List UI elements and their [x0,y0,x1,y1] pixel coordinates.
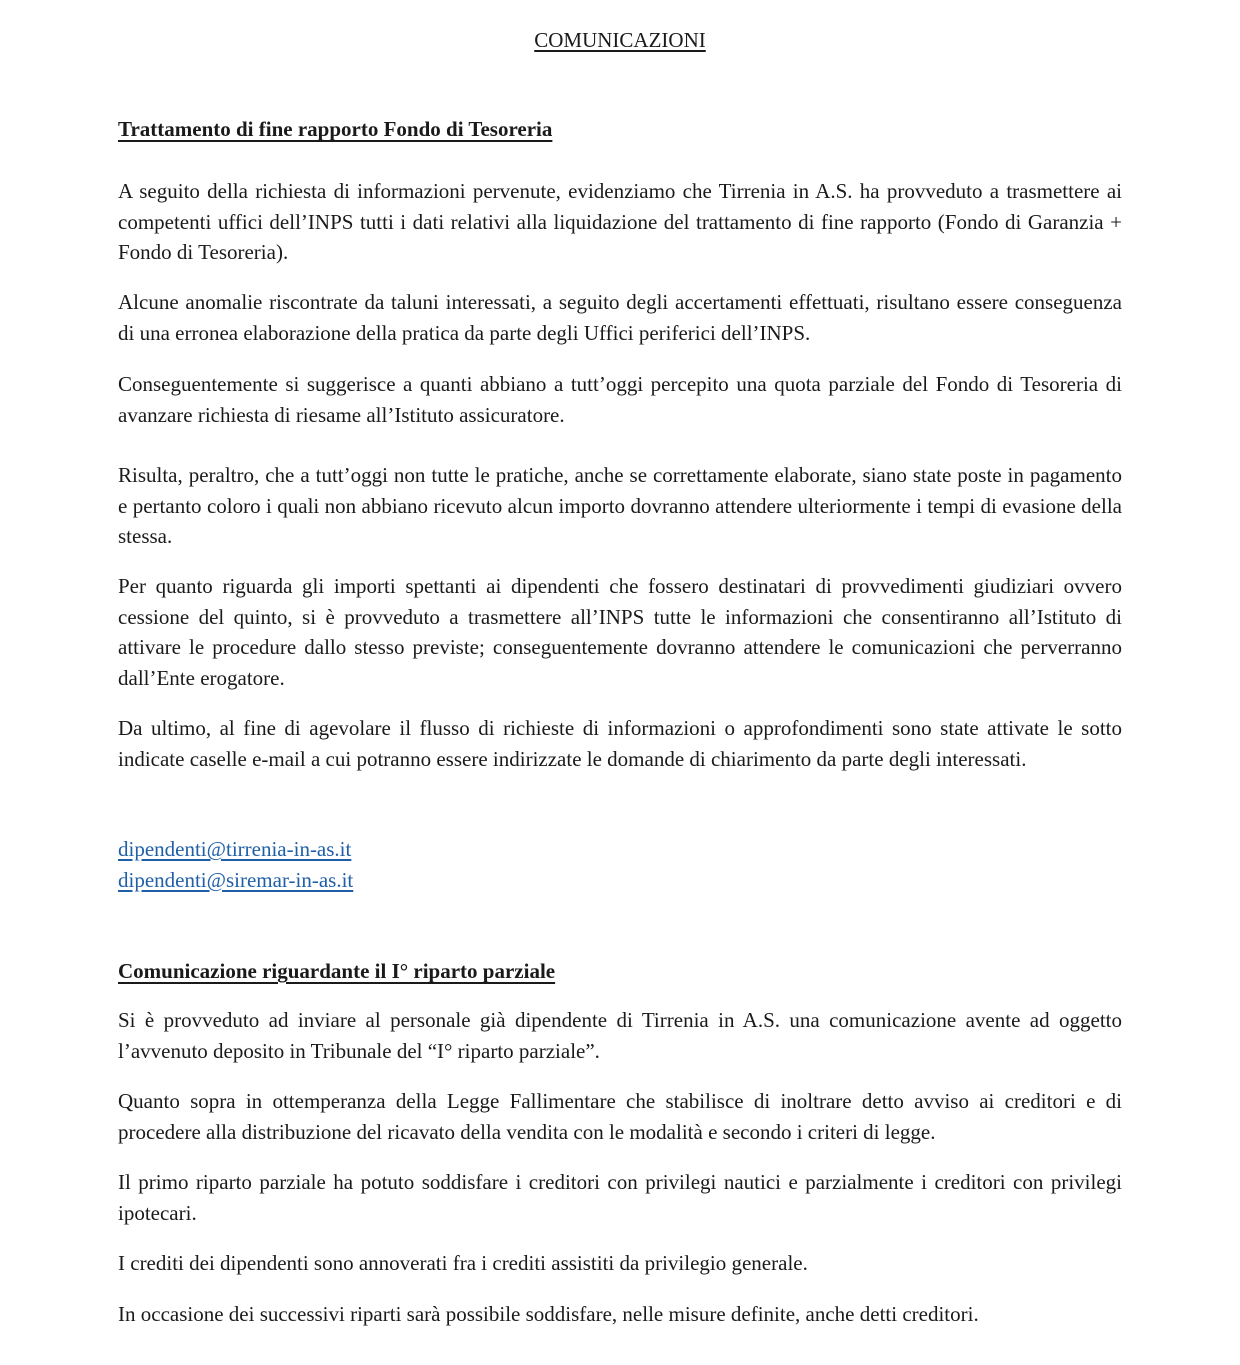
paragraph-block [118,1248,1122,1279]
section-heading-tfr: Trattamento di fine rapporto Fondo di Tesoreria [118,117,553,141]
paragraph-block [118,460,1122,552]
section-riparto-heading-block [118,958,1122,984]
email-link-tirrenia[interactable]: dipendenti@tirrenia-in-as.it [118,837,352,861]
paragraph: Conseguentemente si suggerisce a quanti abbiano a tutt’oggi percepito una quota parziale del Fondo di Tesoreria di avanzare richiesta di riesame all’Istituto assicuratore. [118,372,1122,427]
paragraph: Risulta, peraltro, che a tutt’oggi non tutte le pratiche, anche se correttamente elaborate, siano state poste in pagamento e pertanto coloro i quali non abbiano ricevuto alcun importo dovranno attendere ulteriormente i tempi di evasione della stessa. [118,463,1122,548]
document-title-text: COMUNICAZIONI [534,28,706,52]
paragraph-block [118,713,1122,774]
paragraph: Da ultimo, al fine di agevolare il flusso di richieste di informazioni o approfondimenti sono state attivate le sotto indicate caselle e-mail a cui potranno essere indirizzate le domande di chiarimento da parte degli interessati. [118,716,1122,771]
paragraph-block [118,287,1122,348]
section-tfr-heading-block [118,116,1122,142]
paragraph: Per quanto riguarda gli importi spettanti ai dipendenti che fossero destinatari di provvedimenti giudiziari ovvero cessione del quinto, si è provveduto a trasmettere all’INPS tutte le informazioni che consentiranno all’Istituto di attivare le procedure dallo stesso previste; conseguentemente dovranno attendere le comunicazioni che perverranno dall’Ente erogatore. [118,574,1122,690]
paragraph-block [118,571,1122,693]
paragraph: In occasione dei successivi riparti sarà possibile soddisfare, nelle misure definite, anche detti creditori. [118,1302,979,1326]
paragraph: A seguito della richiesta di informazioni pervenute, evidenziamo che Tirrenia in A.S. ha provveduto a trasmettere ai competenti uffici dell’INPS tutti i dati relativi alla liquidazione del trattamento di fine rapporto (Fondo di Garanzia + Fondo di Tesoreria). [118,179,1122,264]
paragraph: I crediti dei dipendenti sono annoverati fra i crediti assistiti da privilegio generale. [118,1251,808,1275]
paragraph: Si è provveduto ad inviare al personale già dipendente di Tirrenia in A.S. una comunicazione avente ad oggetto l’avvenuto deposito in Tribunale del “I° riparto parziale”. [118,1008,1122,1063]
section-heading-riparto: Comunicazione riguardante il I° riparto parziale [118,959,556,983]
paragraph-block [118,369,1122,430]
paragraph-block [118,1086,1122,1147]
paragraph: Il primo riparto parziale ha potuto soddisfare i creditori con privilegi nautici e parzialmente i creditori con privilegi ipotecari. [118,1170,1122,1225]
paragraph: Alcune anomalie riscontrate da taluni interessati, a seguito degli accertamenti effettuati, risultano essere conseguenza di una erronea elaborazione della pratica da parte degli Uffici periferici dell’INPS. [118,290,1122,345]
paragraph: Quanto sopra in ottemperanza della Legge Fallimentare che stabilisce di inoltrare detto avviso ai creditori e di procedere alla distribuzione del ricavato della vendita con le modalità e secondo i criteri di legge. [118,1089,1122,1144]
paragraph-block [118,1167,1122,1228]
email-list [118,834,1122,895]
document-title [118,27,1122,53]
paragraph-block [118,1005,1122,1066]
paragraph-block [118,1299,1122,1330]
email-link-siremar[interactable]: dipendenti@siremar-in-as.it [118,867,354,892]
paragraph-block [118,176,1122,268]
